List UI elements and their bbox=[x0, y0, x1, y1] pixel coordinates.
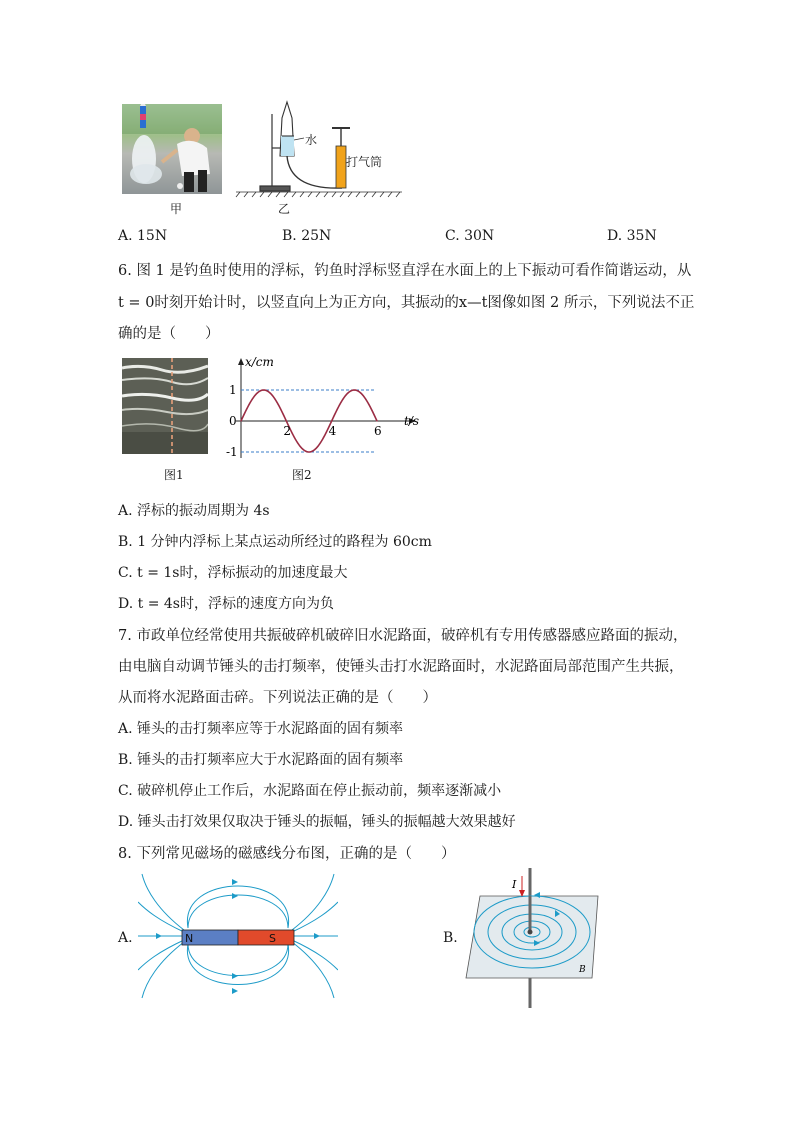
series-0-point bbox=[263, 389, 264, 390]
field-label: B bbox=[579, 965, 586, 975]
series-0-point bbox=[308, 451, 309, 452]
y-tick-label: -1 bbox=[226, 445, 238, 459]
label-water: 水 bbox=[305, 133, 318, 147]
series-0-point bbox=[342, 398, 343, 399]
y-tick-label: 1 bbox=[229, 383, 237, 397]
series-0-point bbox=[286, 420, 287, 421]
y-tick-label: 0 bbox=[229, 414, 237, 428]
q7-option-d: D. 锤头击打效果仅取决于锤头的振幅，锤头的振幅越大效果越好 bbox=[118, 814, 516, 830]
q7-option-b: B. 锤头的击打频率应大于水泥路面的固有频率 bbox=[118, 752, 404, 768]
series-0-point bbox=[252, 398, 253, 399]
q7-option-a: A. 锤头的击打频率应等于水泥路面的固有频率 bbox=[118, 721, 404, 737]
q6-stem-line-3: 确的是（ ） bbox=[118, 326, 220, 342]
label-pump: 打气筒 bbox=[346, 155, 383, 169]
q7-option-c: C. 破碎机停止工作后，水泥路面在停止振动前，频率逐渐减小 bbox=[118, 783, 502, 799]
magnet-s-pole bbox=[238, 930, 294, 945]
y-axis bbox=[238, 358, 244, 458]
straight-wire-field-diagram bbox=[460, 866, 610, 1010]
magnet-n-label: N bbox=[185, 932, 194, 945]
q6-option-a: A. 浮标的振动周期为 4s bbox=[118, 503, 270, 519]
q6-stem-line-1: 6. 图 1 是钓鱼时使用的浮标，钓鱼时浮标竖直浮在水面上的上下振动可看作简谐运动，从 bbox=[118, 263, 692, 279]
series-0-point bbox=[297, 442, 298, 443]
bar-magnet-field-diagram bbox=[138, 870, 338, 1000]
fig1-caption: 图1 bbox=[164, 468, 184, 482]
rocket-launch-photo bbox=[122, 104, 222, 194]
x-tick-label: 6 bbox=[374, 424, 382, 438]
magnet-s-label: S bbox=[269, 932, 276, 945]
q5-option-d: D. 35N bbox=[607, 228, 657, 244]
rocket-apparatus-diagram bbox=[232, 100, 404, 200]
series-0-point bbox=[274, 398, 275, 399]
series-0-point bbox=[365, 398, 366, 399]
q7-stem-line-2: 由电脑自动调节锤头的击打频率，使锤头击打水泥路面时，水泥路面局部范围产生共振， bbox=[118, 659, 684, 675]
bottle bbox=[280, 102, 294, 156]
q5-option-b: B. 25N bbox=[282, 228, 332, 244]
q5-option-c: C. 30N bbox=[445, 228, 495, 244]
current-label: I bbox=[512, 878, 517, 891]
q6-option-c: C. t = 1s时，浮标振动的加速度最大 bbox=[118, 565, 348, 581]
series-0-point bbox=[376, 420, 377, 421]
q8-option-b-label: B. bbox=[443, 930, 458, 946]
ground bbox=[236, 192, 402, 197]
q7-stem-line-3: 从而将水泥路面击碎。下列说法正确的是（ ） bbox=[118, 690, 437, 706]
series-0-point bbox=[354, 389, 355, 390]
q6-option-b: B. 1 分钟内浮标上某点运动所经过的路程为 60cm bbox=[118, 534, 432, 550]
q8-stem: 8. 下列常见磁场的磁感线分布图，正确的是（ ） bbox=[118, 846, 456, 862]
xt-graph bbox=[226, 350, 426, 468]
x-tick-label: 2 bbox=[283, 424, 291, 438]
fig2-caption: 图2 bbox=[292, 468, 312, 482]
q6-stem-line-2: t = 0时刻开始计时，以竖直向上为正方向，其振动的x—t图像如图 2 所示，下列说法不正 bbox=[118, 295, 695, 311]
x-axis-label: t/s bbox=[404, 414, 420, 428]
x-axis bbox=[236, 418, 416, 424]
q5-option-a: A. 15N bbox=[118, 228, 168, 244]
y-axis-label: x/cm bbox=[245, 355, 274, 369]
q7-stem-line-1: 7. 市政单位经常使用共振破碎机破碎旧水泥路面，破碎机有专用传感器感应路面的振动， bbox=[118, 628, 688, 644]
series-0-point bbox=[240, 420, 241, 421]
figure-caption-yi: 乙 bbox=[278, 202, 291, 216]
figure-caption-jia: 甲 bbox=[170, 202, 183, 216]
q8-option-a-label: A. bbox=[118, 930, 133, 946]
series-0-point bbox=[320, 442, 321, 443]
q6-option-d: D. t = 4s时，浮标的速度方向为负 bbox=[118, 596, 334, 612]
x-tick-label: 4 bbox=[328, 424, 337, 438]
series-0-point bbox=[331, 420, 332, 421]
float-photo bbox=[122, 358, 208, 454]
